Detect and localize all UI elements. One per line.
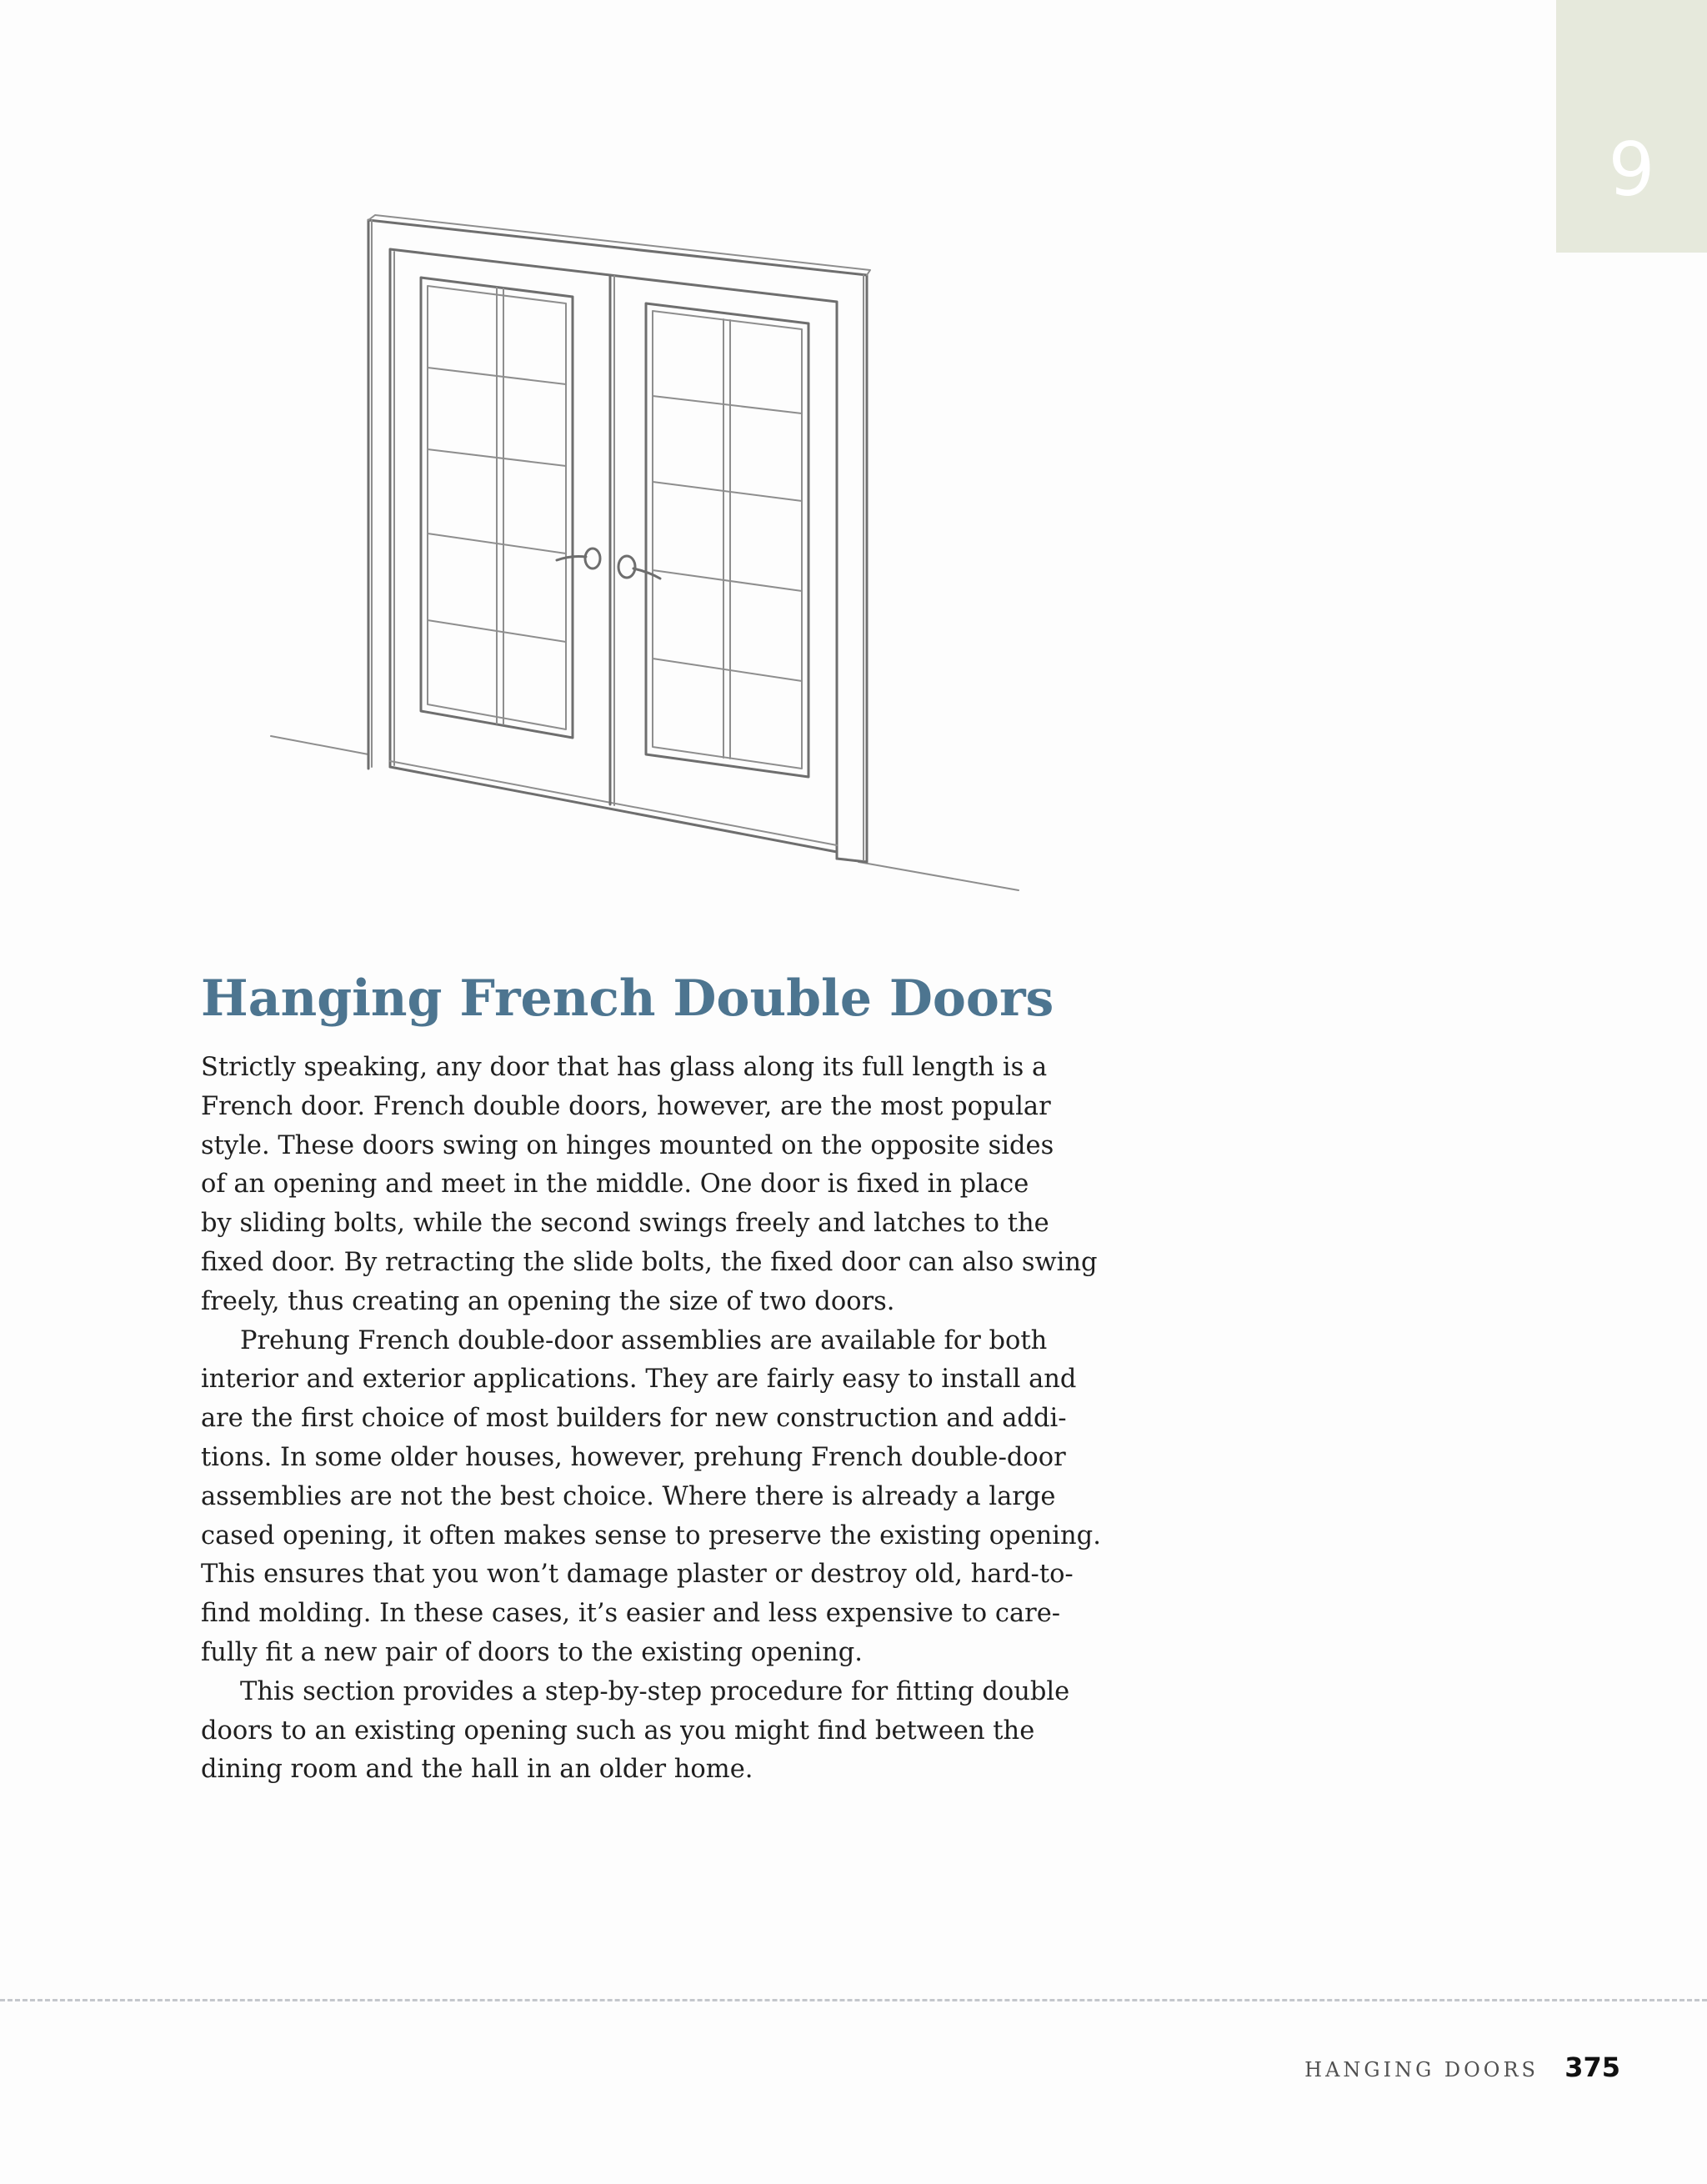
- french-double-doors-illustration: [250, 200, 1050, 909]
- text-line: tions. In some older houses, however, prehung French double-door: [201, 1442, 1066, 1472]
- footer-divider: [0, 1999, 1707, 2001]
- text-line: assemblies are not the best choice. Where there is already a large: [201, 1481, 1056, 1511]
- text-line: doors to an existing opening such as you might find between the: [201, 1716, 1035, 1746]
- text-line: fully fit a new pair of doors to the existing opening.: [201, 1637, 863, 1667]
- text-line: freely, thus creating an opening the size of two doors.: [201, 1286, 895, 1316]
- text-line: find molding. In these cases, it’s easier and less expensive to care-: [201, 1599, 1061, 1629]
- text-line: by sliding bolts, while the second swings freely and latches to the: [201, 1209, 1049, 1239]
- text-line: fixed door. By retracting the slide bolts, the fixed door can also swing: [201, 1247, 1098, 1277]
- text-line: style. These doors swing on hinges mounted on the opposite sides: [201, 1130, 1054, 1160]
- chapter-number: 9: [1608, 127, 1655, 213]
- text-line: This ensures that you won’t damage plaster or destroy old, hard-to-: [201, 1560, 1074, 1590]
- text-line: interior and exterior applications. They are fairly easy to install and: [201, 1365, 1077, 1395]
- text-line: Strictly speaking, any door that has glass along its full length is a: [201, 1053, 1048, 1082]
- french-doors-sketch-icon: [250, 200, 1050, 909]
- text-line: of an opening and meet in the middle. One door is fixed in place: [201, 1170, 1029, 1200]
- page-number: 375: [1564, 2051, 1620, 2083]
- body-text: [201, 1049, 1101, 1790]
- footer-section-title: HANGING DOORS: [1304, 2058, 1539, 2081]
- text-line: dining room and the hall in an older home.: [201, 1755, 753, 1785]
- section-heading: Hanging French Double Doors: [201, 969, 1054, 1028]
- text-line: are the first choice of most builders for new construction and addi-: [201, 1404, 1067, 1434]
- text-line: This section provides a step-by-step procedure for fitting double: [240, 1676, 1070, 1706]
- text-line: French door. French double doors, however, are the most popular: [201, 1091, 1051, 1121]
- text-line: Prehung French double-door assemblies are available for both: [240, 1325, 1048, 1355]
- chapter-tab: [1556, 0, 1707, 253]
- text-line: cased opening, it often makes sense to preserve the existing opening.: [201, 1520, 1101, 1550]
